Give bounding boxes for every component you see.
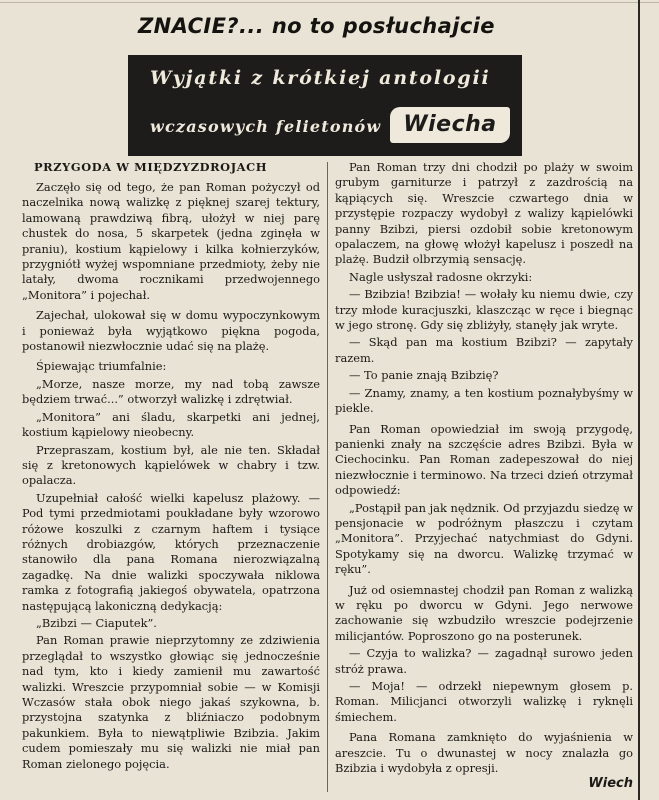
paragraph: Pan Roman opowiedział im swoją przygodę, panienki znały na szczęście adres Bzibzi. Była w Ciechocinku. Pan Roman zadepeszował do niej niezwłocznie i terminowo. Na trzeci dzień otrzymał odpowiedź: xyxy=(335,421,633,498)
paragraph: Pana Romana zamknięto do wyjaśnienia w areszcie. Tu o dwunastej w nocy znalazła go Bzibzia i wydobyła z opresji. xyxy=(335,730,633,776)
banner-line1: Wyjątki z krótkiej antologii xyxy=(150,67,491,89)
paragraph: — Czyja to walizka? — zagadnął surowo jeden stróż prawa. xyxy=(335,646,633,676)
column-divider xyxy=(327,162,328,792)
banner-author-logo: Wiecha xyxy=(390,107,510,143)
page-top-edge xyxy=(0,2,659,3)
paragraph: Zaczęło się od tego, że pan Roman pożyczył od naczelnika nową walizkę z pięknej szarej tektury, lamowaną prawdziwą fibrą, ułożył w niej parę chustek do nosa, 5 skarpetek (jedna zginęła w praniu), kostium kąpielowy i kilka kołnierzyków, przygniótł wyżej wspomniane przedmioty, żeby nie latały, dwoma rocznikami przedwojennego „Monitora” i pojechał. xyxy=(22,180,320,302)
paragraph: — To panie znają Bzibzię? xyxy=(349,368,499,383)
paragraph: „Monitora” ani śladu, skarpetki ani jednej, kostium kąpielowy nieobecny. xyxy=(22,409,320,440)
article-column-left xyxy=(22,160,320,774)
banner-line2: wczasowych felietonów xyxy=(150,117,382,136)
article-column-right xyxy=(335,160,633,792)
paragraph: Przepraszam, kostium był, ale nie ten. Składał się z kretonowych kąpielówek w chabry i tzw. opalacza. xyxy=(22,442,320,488)
paragraph: „Morze, nasze morze, my nad tobą zawsze będziem trwać...” otworzył walizkę i zdrętwiał. xyxy=(22,376,320,407)
headline-part1: ZNACIE?... xyxy=(138,14,272,38)
page-right-rule xyxy=(638,0,640,800)
paragraph: Nagle usłyszał radosne okrzyki: xyxy=(349,269,533,284)
paragraph: Pan Roman prawie nieprzytomny ze zdziwienia przeglądał to wszystko głowiąc się jednocześnie nad tym, kto i kiedy zamienił mu zawartość walizki. Wreszcie przypomniał sobie — w Komisji Wczasów stała obok niego jakaś szykowna, b. przystojna szatynka z bliźniaczo podobnym pakunkiem. Była to niewątpliwie Bzibzia. Jakim cudem pomieszały mu się walizki nie miał pan Roman zielonego pojęcia. xyxy=(22,633,320,771)
paragraph: Śpiewając triumfalnie: xyxy=(36,359,167,374)
section-title: PRZYGODA W MIĘDZYZDROJACH xyxy=(34,160,268,174)
paragraph: — Skąd pan ma kostium Bzibzi? — zapytały razem. xyxy=(335,335,633,365)
paragraph: „Postąpił pan jak nędznik. Od przyjazdu siedzę w pensjonacie w podróżnym płaszczu i czytam „Monitora”. Przyjechać natychmiast do Gdyni. Spotykamy się na dworcu. Walizkę trzymać w ręku”. xyxy=(335,500,633,577)
paragraph: Uzupełniał całość wielki kapelusz plażowy. — Pod tymi przedmiotami poukładane były wzorowo różowe koszulki z czarnym haftem i tysiące różnych drobiazgów, których przeznaczenie stanowiło dla pana Romana nierozwiązalną zagadkę. Na dnie walizki spoczywała niklowa ramka z fotografią jakiegoś obywatela, opatrzona następującą lakoniczną dedykacją: xyxy=(22,490,320,613)
paragraph: — Bzibzia! Bzibzia! — wołały ku niemu dwie, czy trzy młode kuracjuszki, klaszcząc w ręce i biegnąc w jego stronę. Gdy się zbliżyły, stanęły jak wryte. xyxy=(335,287,633,333)
paragraph: Pan Roman trzy dni chodził po plaży w swoim grubym garniturze i patrzył z zazdrością na kąpiących się. Wreszcie czwartego dnia w przystępie rozpaczy wydobył z walizy kąpielówki panny Bzibzi, piersi ozdobił sobie kretonowym opalaczem, na głowę włożył kapelusz i poszedł na plażę. Budził olbrzymią sensację. xyxy=(335,160,633,267)
paragraph: — Znamy, znamy, a ten kostium poznałybyśmy w piekle. xyxy=(335,385,633,416)
title-banner xyxy=(128,55,522,156)
headline xyxy=(138,14,538,38)
paragraph: Już od osiemnastej chodził pan Roman z walizką w ręku po dworcu w Gdyni. Jego nerwowe zachowanie się wzbudziło wreszcie podejrzenie milicjantów. Poproszono go na posterunek. xyxy=(335,582,633,643)
paragraph: Zajechał, ulokował się w domu wypoczynkowym i ponieważ była wyjątkowo piękna pogoda, postanowił niezwłocznie udać się na plażę. xyxy=(22,308,320,354)
paragraph: — Moja! — odrzekł niepewnym głosem p. Roman. Milicjanci otworzyli walizkę i ryknęli śmiechem. xyxy=(335,679,633,724)
paragraph: „Bzibzi — Ciaputek”. xyxy=(36,615,157,630)
headline-part2: no to posłuchajcie xyxy=(271,14,495,38)
author-signature: Wiech xyxy=(588,776,633,792)
